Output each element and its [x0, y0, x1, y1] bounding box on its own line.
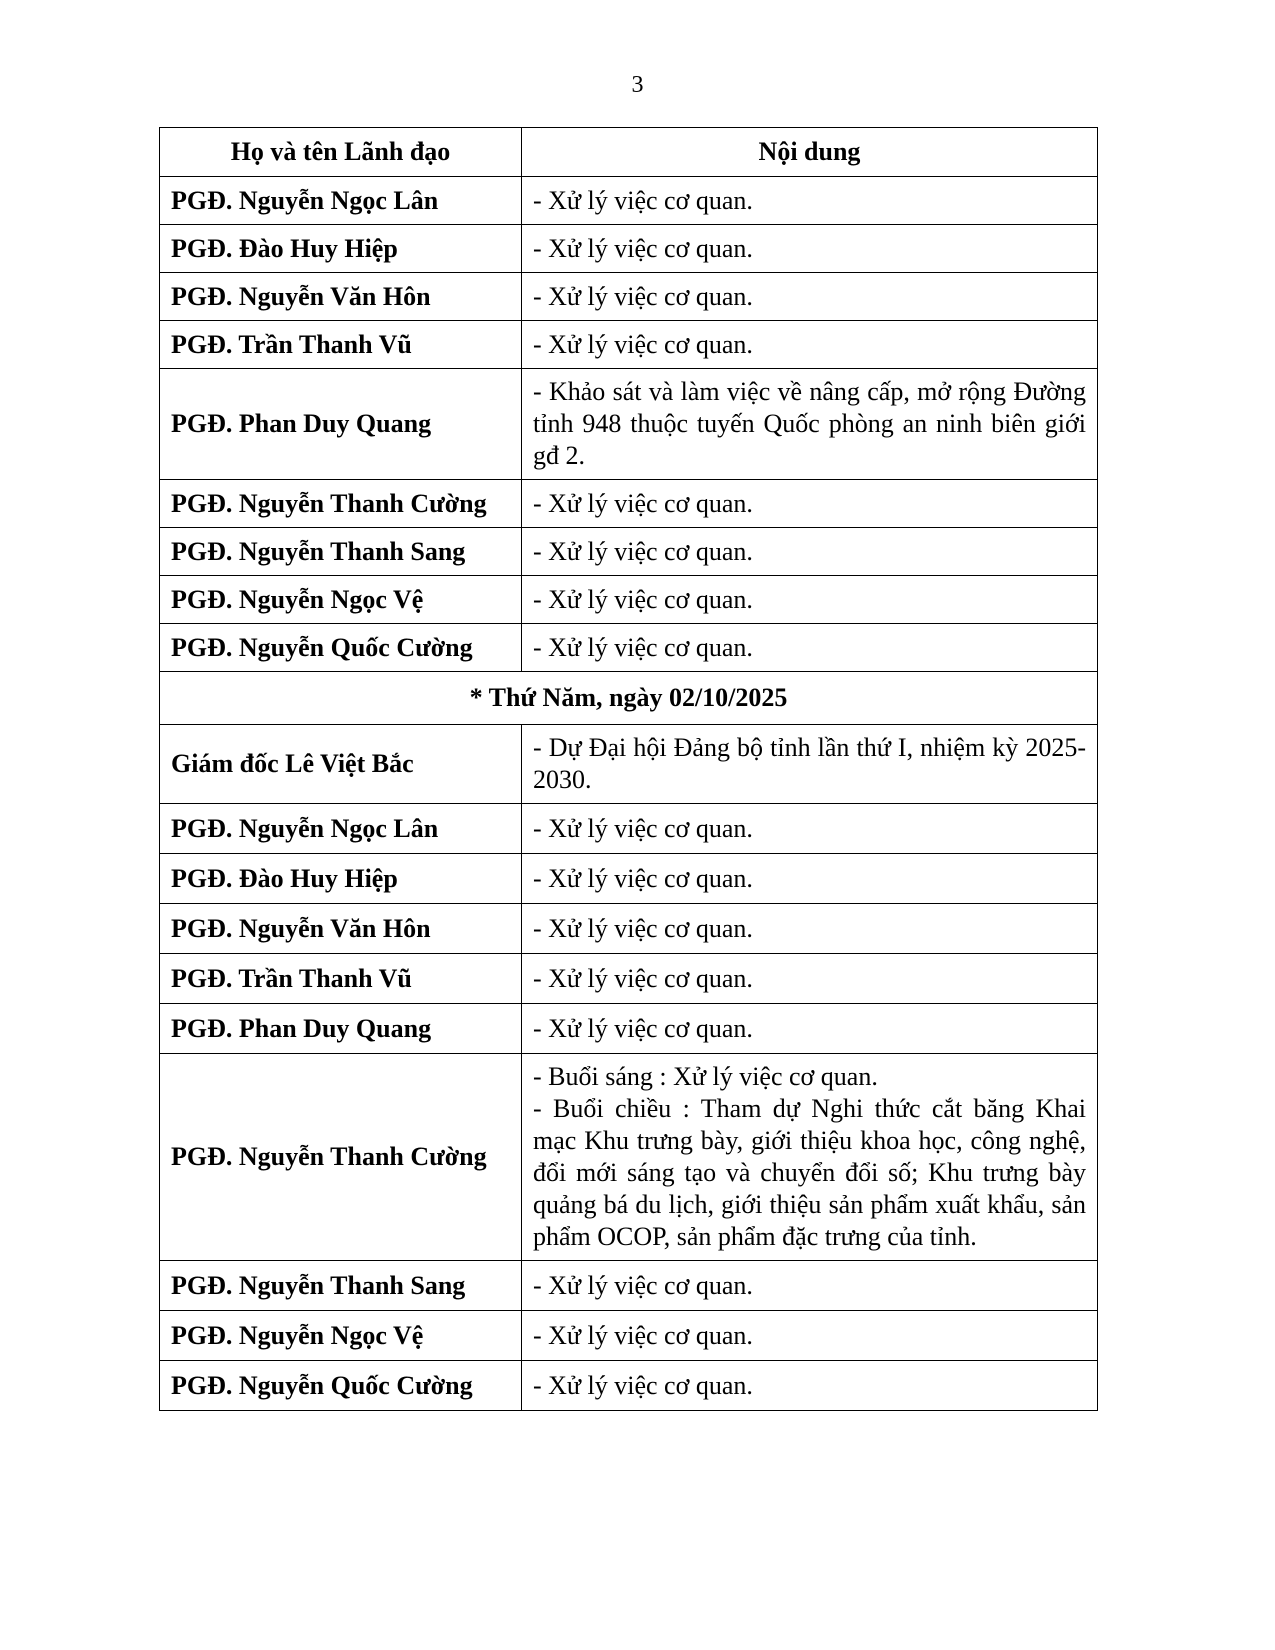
- table-row: [160, 854, 1098, 904]
- task-line: - Xử lý việc cơ quan.: [533, 233, 753, 263]
- task-content: [522, 1261, 1098, 1311]
- table-row: [160, 225, 1098, 273]
- task-line: - Buổi chiều : Tham dự Nghi thức cắt băng Khai mạc Khu trưng bày, giới thiệu khoa học, công nghệ, đổi mới sáng tạo và chuyển đổi số; Khu trưng bày quảng bá du lịch, giới thiệu sản phẩm xuất khẩu, sản phẩm OCOP, sản phẩm đặc trưng của tỉnh.: [533, 1094, 1086, 1251]
- leader-name: Giám đốc Lê Việt Bắc: [160, 725, 522, 804]
- header-content: Nội dung: [522, 128, 1098, 177]
- task-line: - Dự Đại hội Đảng bộ tỉnh lần thứ I, nhiệm kỳ 2025-2030.: [533, 733, 1086, 794]
- table-row: [160, 954, 1098, 1004]
- task-line: - Xử lý việc cơ quan.: [533, 963, 753, 993]
- task-content: [522, 854, 1098, 904]
- page-number: 3: [631, 72, 644, 98]
- task-content: [522, 1311, 1098, 1361]
- leader-name: PGĐ. Đào Huy Hiệp: [160, 225, 522, 273]
- task-line: - Xử lý việc cơ quan.: [533, 913, 753, 943]
- day-heading: * Thứ Năm, ngày 02/10/2025: [160, 672, 1098, 725]
- task-line: - Xử lý việc cơ quan.: [533, 536, 753, 566]
- table-row: [160, 321, 1098, 369]
- table-row: [160, 177, 1098, 225]
- task-content: [522, 804, 1098, 854]
- leader-name: PGĐ. Trần Thanh Vũ: [160, 954, 522, 1004]
- table-row: [160, 528, 1098, 576]
- day-heading-row: [160, 672, 1098, 725]
- leader-name: PGĐ. Nguyễn Thanh Cường: [160, 480, 522, 528]
- leader-name: PGĐ. Nguyễn Quốc Cường: [160, 1361, 522, 1411]
- task-line: - Xử lý việc cơ quan.: [533, 1270, 753, 1300]
- leader-name: PGĐ. Nguyễn Thanh Cường: [160, 1054, 522, 1261]
- table-row: [160, 904, 1098, 954]
- task-content: [522, 624, 1098, 672]
- task-line: - Xử lý việc cơ quan.: [533, 281, 753, 311]
- task-content: [522, 273, 1098, 321]
- task-content: [522, 904, 1098, 954]
- header-row: [160, 128, 1098, 177]
- table-row: [160, 804, 1098, 854]
- task-line: - Xử lý việc cơ quan.: [533, 1013, 753, 1043]
- day2-rows: [160, 725, 1098, 1411]
- leader-name: PGĐ. Nguyễn Ngọc Lân: [160, 804, 522, 854]
- leader-name: PGĐ. Nguyễn Văn Hôn: [160, 904, 522, 954]
- task-content: [522, 528, 1098, 576]
- task-line: - Xử lý việc cơ quan.: [533, 863, 753, 893]
- leader-name: PGĐ. Nguyễn Thanh Sang: [160, 528, 522, 576]
- task-content: [522, 1004, 1098, 1054]
- table-row: [160, 1054, 1098, 1261]
- leader-name: PGĐ. Nguyễn Ngọc Vệ: [160, 576, 522, 624]
- task-line: - Xử lý việc cơ quan.: [533, 185, 753, 215]
- leader-name: PGĐ. Nguyễn Quốc Cường: [160, 624, 522, 672]
- task-content: [522, 954, 1098, 1004]
- day1-rows: [160, 177, 1098, 672]
- task-content: [522, 225, 1098, 273]
- table-row: [160, 576, 1098, 624]
- leader-name: PGĐ. Nguyễn Thanh Sang: [160, 1261, 522, 1311]
- task-line: - Xử lý việc cơ quan.: [533, 632, 753, 662]
- schedule-table: [159, 127, 1098, 1411]
- table-row: [160, 369, 1098, 480]
- task-line: - Xử lý việc cơ quan.: [533, 1370, 753, 1400]
- task-content: [522, 1361, 1098, 1411]
- task-content: [522, 1054, 1098, 1261]
- task-line: - Xử lý việc cơ quan.: [533, 584, 753, 614]
- task-content: [522, 725, 1098, 804]
- task-content: [522, 321, 1098, 369]
- leader-name: PGĐ. Nguyễn Ngọc Lân: [160, 177, 522, 225]
- task-content: [522, 177, 1098, 225]
- task-line: - Buổi sáng : Xử lý việc cơ quan.: [533, 1062, 878, 1091]
- leader-name: PGĐ. Trần Thanh Vũ: [160, 321, 522, 369]
- task-line: - Khảo sát và làm việc về nâng cấp, mở rộng Đường tỉnh 948 thuộc tuyến Quốc phòng an ninh biên giới gđ 2.: [533, 377, 1086, 470]
- task-content: [522, 369, 1098, 480]
- task-line: - Xử lý việc cơ quan.: [533, 488, 753, 518]
- task-line: - Xử lý việc cơ quan.: [533, 813, 753, 843]
- header-leader-name: Họ và tên Lãnh đạo: [160, 128, 522, 177]
- task-line: - Xử lý việc cơ quan.: [533, 329, 753, 359]
- table-row: [160, 725, 1098, 804]
- task-line: - Xử lý việc cơ quan.: [533, 1320, 753, 1350]
- table-row: [160, 1261, 1098, 1311]
- table-row: [160, 480, 1098, 528]
- leader-name: PGĐ. Nguyễn Ngọc Vệ: [160, 1311, 522, 1361]
- leader-name: PGĐ. Nguyễn Văn Hôn: [160, 273, 522, 321]
- table-row: [160, 1004, 1098, 1054]
- table-row: [160, 1361, 1098, 1411]
- task-content: [522, 576, 1098, 624]
- table-row: [160, 273, 1098, 321]
- leader-name: PGĐ. Đào Huy Hiệp: [160, 854, 522, 904]
- table-row: [160, 1311, 1098, 1361]
- leader-name: PGĐ. Phan Duy Quang: [160, 369, 522, 480]
- task-content: [522, 480, 1098, 528]
- table-row: [160, 624, 1098, 672]
- leader-name: PGĐ. Phan Duy Quang: [160, 1004, 522, 1054]
